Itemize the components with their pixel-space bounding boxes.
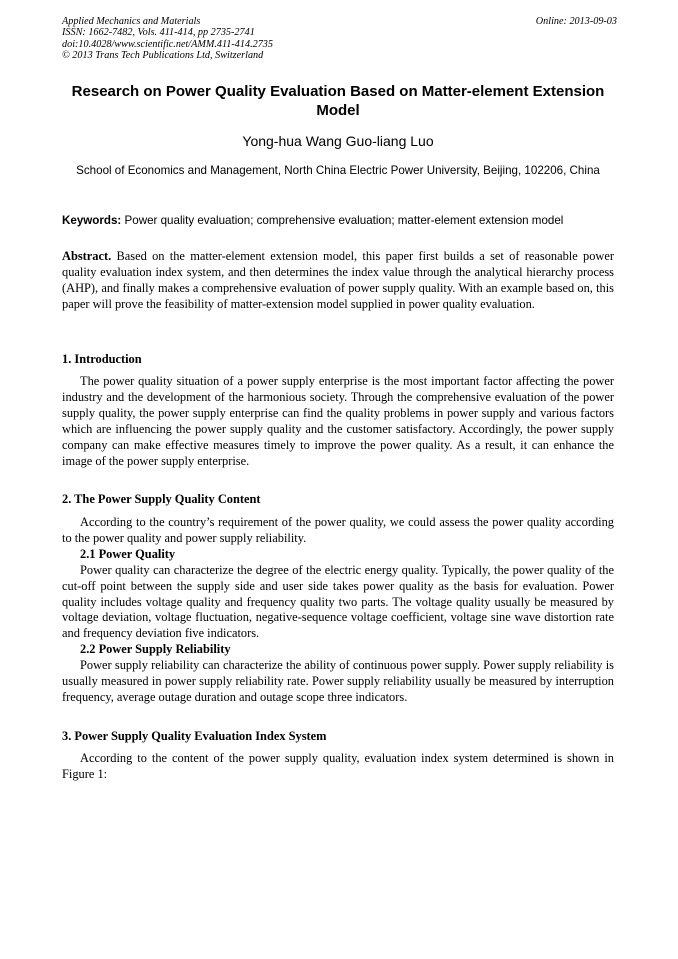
- paragraph: Power quality can characterize the degree of the electric energy quality. Typically, the power quality of the cut-off point between the supply side and user side takes power quality as the basis for evaluation. Power quality includes voltage quality and frequency quality two parts. The voltage quality usually be measured by voltage deviation, voltage fluctuation, negative-sequence voltage coefficient, voltage sine wave distortion rate and frequency deviation five indicators.: [62, 562, 614, 641]
- abstract-label: Abstract.: [62, 249, 112, 263]
- paragraph: The power quality situation of a power supply enterprise is the most important factor affecting the power industry and the development of the harmonious society. Through the comprehensive evaluation of the power supply quality, the power supply enterprise can find the quality problems in power supply and various factors which are influencing the power supply quality and the customer satisfactory. Accordingly, the power supply company can make effective measures timely to improve the power quality. As a result, it can enhance the image of the power supply enterprise.: [62, 374, 614, 468]
- abstract-text: Based on the matter-element extension model, this paper first builds a set of reasonable power quality evaluation index system, and then determines the index value through the analytical hierarchy process (AHP), and finally makes a comprehensive evaluation of power supply quality. With an example based on, this paper will prove the feasibility of matter-extension model supplied in power quality evaluation.: [62, 249, 615, 311]
- section-2-body: [62, 515, 614, 706]
- section-3-heading: 3. Power Supply Quality Evaluation Index System: [62, 729, 327, 743]
- abstract: [62, 249, 614, 313]
- paper-title: Research on Power Quality Evaluation Based on Matter-element Extension Model: [71, 83, 605, 119]
- online-date: Online: 2013-09-03: [535, 16, 617, 27]
- copyright-line: © 2013 Trans Tech Publications Ltd, Switzerland: [62, 50, 264, 62]
- keywords-line: [62, 214, 622, 228]
- subsection-2-2-heading: 2.2 Power Supply Reliability: [80, 642, 231, 657]
- paragraph: According to the country’s requirement of the power quality, we could assess the power quality according to the power quality and power supply reliability.: [62, 515, 614, 545]
- keywords-text: Power quality evaluation; comprehensive evaluation; matter-element extension model: [124, 214, 564, 227]
- journal-name: Applied Mechanics and Materials: [62, 16, 201, 27]
- keywords-label: Keywords:: [62, 214, 122, 227]
- subsection-2-1-heading: 2.1 Power Quality: [80, 546, 176, 561]
- journal-header: [62, 16, 617, 62]
- section-1-body: [62, 374, 614, 469]
- section-1-heading: 1. Introduction: [62, 352, 142, 366]
- section-3-body: [62, 751, 614, 783]
- paragraph: According to the content of the power supply quality, evaluation index system determined is shown in Figure 1:: [62, 751, 614, 781]
- section-2-heading: 2. The Power Supply Quality Content: [62, 492, 261, 506]
- doi-line: doi:10.4028/www.scientific.net/AMM.411-414.2735: [62, 38, 273, 50]
- affiliation: School of Economics and Management, North China Electric Power University, Beijing, 102206, China: [76, 164, 600, 177]
- issn-line: ISSN: 1662-7482, Vols. 411-414, pp 2735-2741: [62, 27, 255, 39]
- paragraph: Power supply reliability can characterize the ability of continuous power supply. Power supply reliability is usually measured in power supply reliability rate. Power supply reliability usually be measured by interruption frequency, average outage duration and outage scope three indicators.: [62, 658, 614, 704]
- author-list: Yong-hua Wang Guo-liang Luo: [242, 133, 434, 149]
